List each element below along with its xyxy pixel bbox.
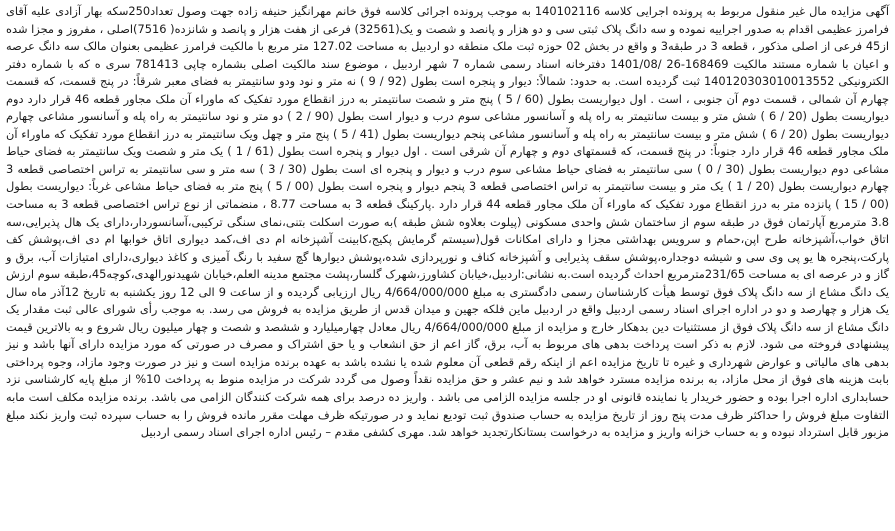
notice-body-text: آگهی مزایده مال غیر منقول مربوط به پرونده اجرایی کلاسه 140102116 به موجب پرونده اجرائی کلاسه فوق خانم مهرانگیز حنیفه زاده جهت وصول تعداد250سکه بهار آزادی علیه آقای فرامرز عظیمی اقدام به صدور اجراییه نموده و سه دانگ پلاک ثبتی سی و دو هزار و پانصد و شصت و یک(32561) فرعی از هفت هزار و پانصد و شانزده( 7516)اصلی ، مفروز و مجزا شده از45 فرعی از اصلی مذکور ، قطعه 3 در طبقه3 و واقع در بخش 02 حوزه ثبت ملک منطقه دو اردبیل به مساحت 127.02 متر مربع با مالکیت فرامرز عظیمی بعنوان مالک سه دانگ عرصه و اعیان با شماره مستند مالکیت 168469-26 /1401/08 دفترخانه اسناد رسمی شماره 7 شهر اردبیل ، موضوع سند مالکیت اصلی بشماره چاپی 781413 سری ه که با شماره دفتر الکترونیکی 140120303010013552 ثبت گردیده است. به حدود: شمالاً: دیوار و پنجره است بطول (92 / 9 ) نه متر و نود ودو سانتیمتر به فضای معبر شرقاً: در پنج قسمت، که قسمت چهارم آن شمالی ، قسمت دوم آن جنوبی ، است . اول دیواریست بطول (60 / 5 ) پنج متر و شصت سانتیمتر به درز انقطاع مورد تفکیک که ماوراء آن ملک مجاور قطعه 46 قرار دارد دوم دیواریست بطول (20 / 6 ) شش متر و بیست سانتیمتر به راه پله و آسانسور مشاعی سوم درب و دیوار است بطول (90 / 2 ) دو متر و نود سانتیمتر به راه پله و آسانسور مشاعی چهارم دیواریست بطول (20 / 6 ) شش متر و بیست سانتیمتر به راه پله و آسانسور مشاعی پنجم دیواریست بطول (41 / 5 ) پنج متر و چهل ویک سانتیمتر به درز انقطاع مورد تفکیک که ماوراء آن ملک مجاور قطعه 46 قرار دارد جنوباً: در پنج قسمت، که قسمتهای دوم و چهارم آن شرقی است . اول دیوار و پنجره است بطول (61 / 1 ) یک متر و شصت ویک سانتیمتر به فضای حیاط مشاعی دوم دیواریست بطول (30 / 0 ) سی سانتیمتر به فضای حیاط مشاعی سوم درب و دیوار و پنجره ای است بطول (30 / 3 ) سه متر و سی سانتیمتر به تراس اختصاصی قطعه 3 چهارم دیواریست بطول (20 / 1 ) یک متر و بیست سانتیمتر به تراس اختصاصی قطعه 3 پنجم دیوار و پنجره است بطول (00 / 5 ) پنج متر به فضای حیاط مشاعی غرباً: دیواریست بطول (00 / 15 ) پانزده متر به درز انقطاع مورد تفکیک که ماوراء آن ملک مجاور قطعه 44 قرار دارد .پارکینگ قطعه 3 به مساحت 8.77 ، منضماتی از نوع تراس اختصاصی قطعه 3 به مساحت 3.8 مترمربع آپارتمان فوق در طبقه سوم از ساختمان شش واحدی مسکونی (پیلوت بعلاوه شش طبقه )به صورت اسکلت بتنی،نمای سنگی ترکیبی،آسانسوردار،دارای یک هال پذیرایی،سه اتاق خواب،آشپزخانه طرح اپن،حمام و سرویس بهداشتی مجزا و دارای امکانات قول(سیستم گرمایش پکیج،کابینت آشپزخانه ام دی اف،کمد دیواری اتاق خوابها ام دی اف،پوشش کف پارکت،پنجره ها یو پی وی سی و شیشه دوجداره،پوشش سقف پذیرایی و آشپزخانه کناف و نورپردازی شده،پوشش دیوارها گچ سفید با رنگ آمیزی و کاغذ دیواری،دارای امتیازات آب، برق و گاز و در عرصه ای به مساحت 231/65مترمربع احداث گردیده است.به نشانی:اردبیل،خیابان کشاورز،شهرک گلسار،پشت مجتمع مدینه العلم،خیابان شهیدنورالهدی،کوچه45،طبقه سوم ارزش یک دانگ مشاع از سه دانگ پلاک فوق توسط هیأت کارشناسان رسمی دادگستری به مبلغ 4/664/000/000 ریال ارزیابی گردیده و از ساعت 9 الی 12 روز یکشنبه به تاریخ 12آذر ماه سال یک هزار و چهارصد و دو در اداره اجرای اسناد رسمی اردبیل واقع در اردبیل ماین فلکه جهین و میدان قدس از طریق مزایده به فروش می رسد. به موجب رأی شورای عالی ثبت مقدار یک دانگ مشاع از سه دانگ پلاک فوق از مستثنیات دین بدهکار خارج و مزایده از مبلغ 4/664/000/000 ریال معادل چهارمیلیارد و ششصد و شصت و چهار میلیون ریال شروع و به بالاترین قیمت پیشنهادی فروخته می شود. لازم به ذکر است پرداخت بدهی های مربوط به آب، برق، گاز اعم از حق انشعاب و یا حق اشتراک و مصرف در صورتی که مورد مزایده دارای آنها باشد و نیز بدهی های مالیاتی و عوارض شهرداری و غیره تا تاریخ مزایده اعم از اینکه رقم قطعی آن معلوم شده یا نشده باشد به عهده برنده مزایده است و نیز در صورت وجود مازاد، وجوه پرداختی بابت هزینه های فوق از محل مازاد، به برنده مزایده مسترد خواهد شد و نیم عشر و حق مزایده نقداً وصول می گردد شرکت در مزایده منوط به پرداخت 10% از مبلغ پایه کارشناسی نزد حسابداری اداره اجرا بوده و حضور خریدار یا نماینده قانونی او در جلسه مزایده الزامی می باشد . واریز ده درصد برای همه شرکت کنندگان الزامی می باشد. برنده مزایده مکلف است مابه التفاوت مبلغ فروش را حداکثر ظرف مدت پنج روز از تاریخ مزایده به حساب صندوق ثبت تودیع نماید و در صورتیکه ظرف مهلت مقرر مانده فروش را به حساب سپرده ثبت واریز نکند مبلغ مزبور قابل استرداد نبوده و به حساب خزانه واریز و مزایده به درخواست بستانکارتجدید خواهد شد. مهری کشفی مقدم – رئیس اداره اجرای اسناد رسمی اردبیل bbox=[6, 4, 890, 440]
